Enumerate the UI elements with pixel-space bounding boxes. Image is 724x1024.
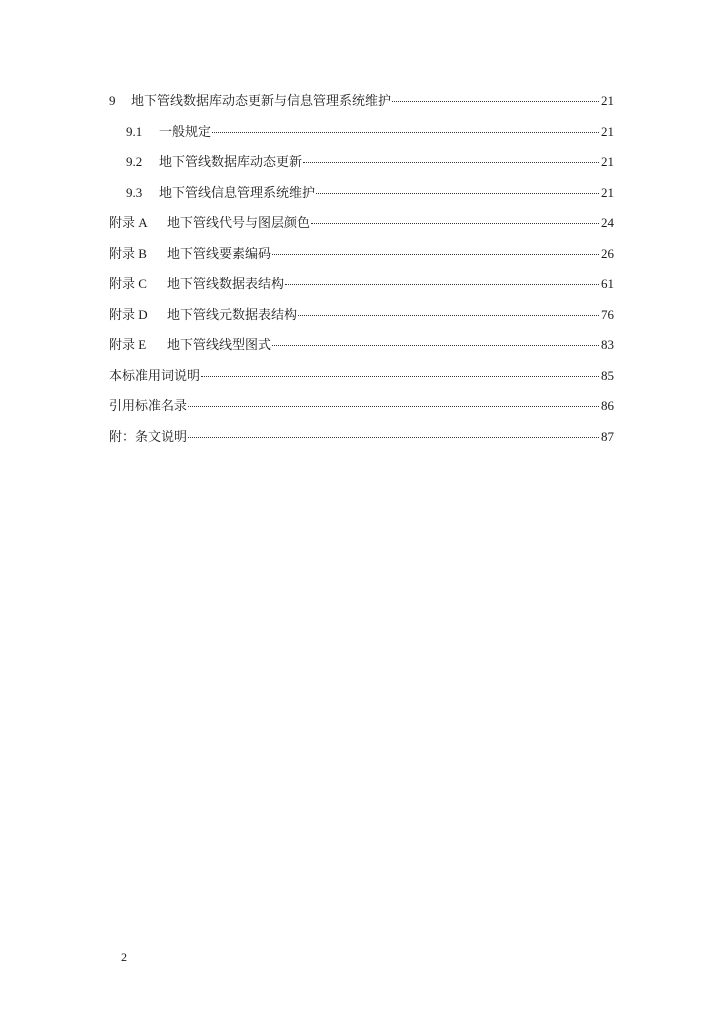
dot-leader: [316, 183, 599, 194]
dot-leader: [212, 122, 599, 133]
dot-leader: [285, 274, 599, 285]
toc-entry-title: 地下管线数据库动态更新与信息管理系统维护: [131, 93, 392, 108]
toc-entry-terms-explanation[interactable]: [109, 366, 614, 397]
toc-entry-number: 附录 A: [109, 215, 148, 230]
dot-leader: [272, 244, 599, 255]
toc-entry-page: 86: [601, 398, 614, 413]
toc-entry-page: 87: [601, 428, 614, 444]
toc-entry-appendix-b[interactable]: [109, 244, 614, 275]
toc-entry-number: 附录 B: [109, 245, 147, 261]
toc-entry-9[interactable]: [109, 91, 614, 122]
toc-entry-number: 附录 E: [109, 337, 147, 352]
toc-entry-referenced-standards[interactable]: [109, 396, 614, 427]
toc-entry-page: 21: [601, 154, 614, 169]
dot-leader: [272, 335, 599, 346]
toc-entry-title: 地下管线数据表结构: [167, 276, 285, 291]
toc-entry-page: 85: [601, 367, 614, 383]
toc-entry-title: 地下管线线型图式: [167, 337, 272, 352]
toc-entry-appendix-a[interactable]: [109, 213, 614, 244]
toc-entry-appendix-c[interactable]: [109, 274, 614, 305]
dot-leader: [392, 91, 599, 102]
toc-entry-appendix-d[interactable]: [109, 305, 614, 336]
toc-entry-title: 地下管线代号与图层颜色: [167, 215, 311, 230]
table-of-contents: [109, 91, 614, 457]
toc-entry-number: 附录 C: [109, 276, 147, 291]
toc-entry-page: 21: [601, 123, 614, 139]
dot-leader: [298, 305, 599, 316]
dot-leader: [188, 427, 599, 438]
toc-entry-9-1[interactable]: [109, 122, 614, 153]
toc-entry-page: 21: [601, 184, 614, 200]
toc-entry-page: 21: [601, 93, 614, 108]
toc-entry-title: 一般规定: [159, 123, 212, 139]
dot-leader: [201, 366, 599, 377]
toc-entry-page: 26: [601, 245, 614, 261]
toc-entry-title: 本标准用词说明: [109, 367, 201, 383]
toc-entry-9-2[interactable]: [109, 152, 614, 183]
dot-leader: [188, 396, 599, 407]
toc-entry-page: 61: [601, 276, 614, 291]
toc-entry-page: 24: [601, 215, 614, 230]
toc-entry-appendix-e[interactable]: [109, 335, 614, 366]
toc-entry-9-3[interactable]: [109, 183, 614, 214]
toc-entry-number: 9.2: [126, 154, 143, 169]
toc-entry-page: 83: [601, 337, 614, 352]
toc-entry-page: 76: [601, 306, 614, 322]
toc-entry-number: 9.3: [126, 184, 143, 200]
toc-entry-number: 9: [109, 93, 116, 108]
toc-entry-number: 附录 D: [109, 306, 148, 322]
toc-entry-title: 地下管线元数据表结构: [167, 306, 298, 322]
toc-entry-title: 附：条文说明: [109, 428, 188, 444]
toc-entry-clause-explanation[interactable]: [109, 427, 614, 458]
dot-leader: [311, 213, 599, 224]
page-number: 2: [121, 950, 127, 964]
dot-leader: [303, 152, 599, 163]
toc-entry-title: 引用标准名录: [109, 398, 188, 413]
toc-entry-title: 地下管线信息管理系统维护: [159, 184, 316, 200]
toc-entry-title: 地下管线要素编码: [167, 245, 272, 261]
toc-entry-number: 9.1: [126, 123, 143, 139]
toc-entry-title: 地下管线数据库动态更新: [159, 154, 303, 169]
